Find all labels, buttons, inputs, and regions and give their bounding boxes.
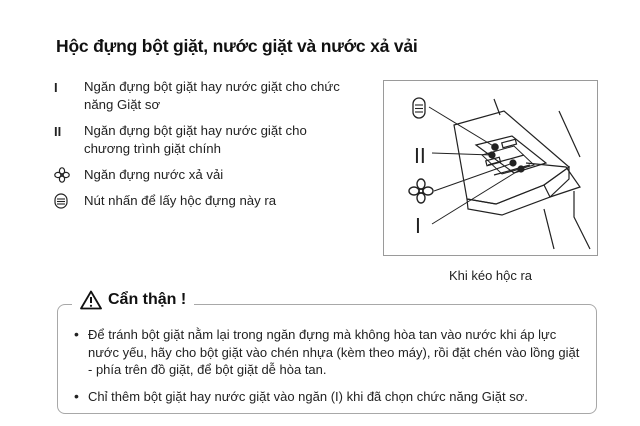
diagram-caption: Khi kéo hộc ra	[448, 268, 533, 283]
legend-text: Ngăn đựng bột giặt hay nước giặt cho chương trình giặt chính	[84, 123, 307, 156]
dispenser-diagram	[383, 80, 598, 256]
release-button-icon	[54, 193, 72, 211]
caution-item: • Để tránh bột giặt nằm lại trong ngăn đựng mà không hòa tan vào nước khi áp lực nước yếu, hãy cho bột giặt vào chén nhựa (kèm theo máy), rồi đặt chén vào lồng giặt - phía trên đồ giặt, để bột giặt dễ hòa tan.	[74, 326, 586, 379]
legend-text: Ngăn đựng nước xả vải	[84, 167, 224, 182]
release-button-icon	[413, 98, 425, 118]
caution-title-text: Cẩn thận !	[108, 291, 187, 308]
drawer-drawing	[454, 99, 590, 249]
legend-list	[54, 78, 344, 218]
caution-item: • Chỉ thêm bột giặt hay nước giặt vào ngăn (I) khi đã chọn chức năng Giặt sơ.	[74, 388, 586, 406]
caution-title	[72, 290, 194, 310]
page-title: Hộc đựng bột giặt, nước giặt và nước xả vải	[56, 36, 418, 56]
legend-item-release-button	[54, 192, 344, 210]
warning-icon	[80, 290, 102, 310]
roman-one-label: I	[415, 214, 421, 238]
legend-text: Ngăn đựng bột giặt hay nước giặt cho chức năng Giặt sơ	[84, 79, 340, 112]
roman-two-icon: II	[54, 124, 62, 139]
legend-text: Nút nhấn để lấy hộc đựng này ra	[84, 193, 277, 208]
flower-icon	[409, 179, 433, 203]
roman-one-icon: I	[54, 80, 58, 95]
roman-two-label: II	[414, 144, 426, 168]
flower-icon	[54, 167, 72, 185]
legend-item-mainwash	[54, 122, 344, 158]
legend-item-softener	[54, 166, 344, 184]
legend-item-prewash	[54, 78, 344, 114]
caution-list	[74, 326, 586, 414]
leader-lines	[429, 107, 521, 224]
